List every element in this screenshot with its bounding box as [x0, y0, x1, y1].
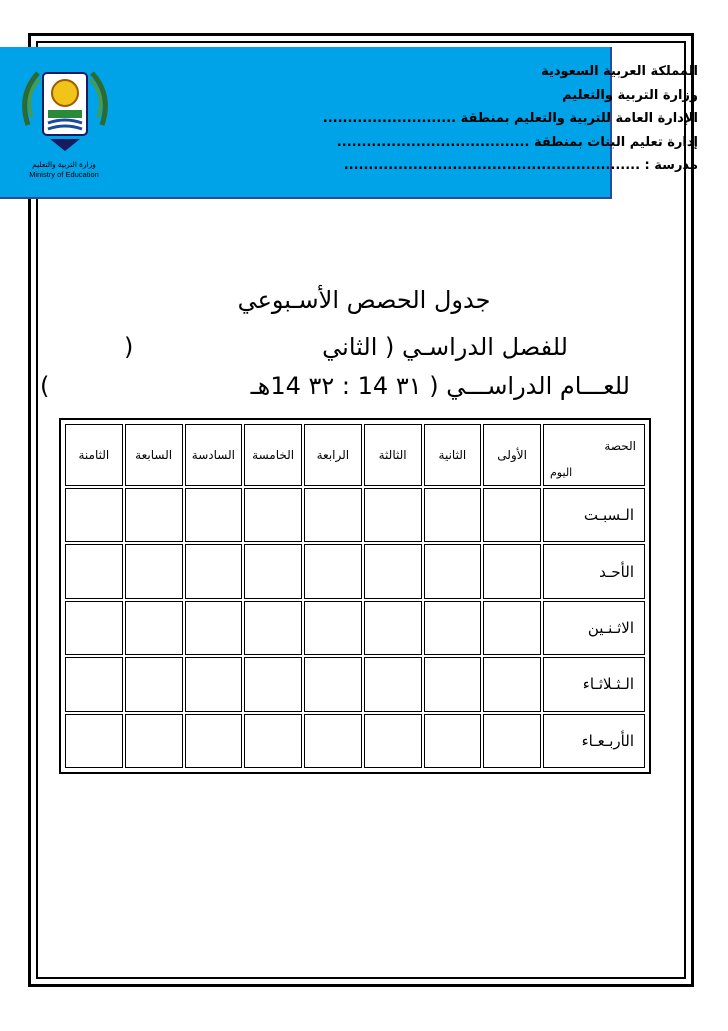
- period-header: الخامسة: [244, 424, 302, 486]
- logo-caption-english: Ministry of Education: [29, 170, 99, 179]
- day-cell: الأحـد: [543, 544, 645, 598]
- table-row: [65, 657, 645, 711]
- schedule-cell[interactable]: [364, 544, 422, 598]
- table-row: [65, 601, 645, 655]
- corner-cell: [543, 424, 645, 486]
- period-header: الثالثة: [364, 424, 422, 486]
- table-header-row: [65, 424, 645, 486]
- schedule-cell[interactable]: [244, 488, 302, 542]
- schedule-cell[interactable]: [364, 657, 422, 711]
- day-cell: الـثـلاثـاء: [543, 657, 645, 711]
- schedule-cell[interactable]: [125, 544, 183, 598]
- table-row: [65, 488, 645, 542]
- schedule-cell[interactable]: [483, 544, 541, 598]
- schedule-cell[interactable]: [185, 488, 243, 542]
- schedule-cell[interactable]: [304, 601, 362, 655]
- ministry-emblem-icon: [10, 55, 120, 165]
- schedule-cell[interactable]: [125, 657, 183, 711]
- schedule-cell[interactable]: [185, 544, 243, 598]
- schedule-table: [59, 418, 651, 774]
- period-header: السابعة: [125, 424, 183, 486]
- schedule-cell[interactable]: [424, 601, 482, 655]
- school-line: مدرسة : ............................................................: [343, 158, 698, 173]
- schedule-cell[interactable]: [424, 488, 482, 542]
- schedule-cell[interactable]: [65, 657, 123, 711]
- schedule-cell[interactable]: [185, 714, 243, 768]
- schedule-cell[interactable]: [483, 601, 541, 655]
- schedule-cell[interactable]: [125, 488, 183, 542]
- schedule-cell[interactable]: [304, 488, 362, 542]
- schedule-cell[interactable]: [483, 714, 541, 768]
- girls-admin-line: إدارة تعليم البنات بمنطقة .......................................: [336, 134, 698, 150]
- schedule-cell[interactable]: [424, 714, 482, 768]
- period-label: الحصة: [604, 439, 636, 453]
- table-row: [65, 714, 645, 768]
- schedule-cell[interactable]: [244, 601, 302, 655]
- page-title: جدول الحصص الأسـبوعي: [237, 286, 491, 314]
- schedule-cell[interactable]: [185, 601, 243, 655]
- table-row: [65, 544, 645, 598]
- semester-title: للفصل الدراسـي ( الثاني: [322, 333, 568, 361]
- schedule-cell[interactable]: [304, 714, 362, 768]
- schedule-cell[interactable]: [244, 714, 302, 768]
- year-title: للعـــام الدراســـي ( ٣١ 14 : ٣٢ 14هـ: [250, 372, 630, 400]
- schedule-cell[interactable]: [424, 544, 482, 598]
- year-close: ): [40, 372, 50, 400]
- schedule-cell[interactable]: [65, 714, 123, 768]
- day-cell: الـسبـت: [543, 488, 645, 542]
- schedule-cell[interactable]: [65, 601, 123, 655]
- schedule-cell[interactable]: [483, 488, 541, 542]
- period-header: الثانية: [424, 424, 482, 486]
- ministry-line: وزارة التربية والتعليم: [562, 87, 698, 103]
- semester-close: ): [124, 333, 134, 361]
- period-header: الرابعة: [304, 424, 362, 486]
- schedule-cell[interactable]: [185, 657, 243, 711]
- logo-caption: [8, 160, 120, 180]
- schedule-cell[interactable]: [304, 657, 362, 711]
- schedule-cell[interactable]: [424, 657, 482, 711]
- schedule-cell[interactable]: [364, 714, 422, 768]
- period-header: السادسة: [185, 424, 243, 486]
- schedule-cell[interactable]: [125, 601, 183, 655]
- schedule-cell[interactable]: [244, 657, 302, 711]
- day-label: اليوم: [550, 466, 573, 479]
- day-cell: الأربـعـاء: [543, 714, 645, 768]
- schedule-cell[interactable]: [364, 488, 422, 542]
- header-text: [228, 60, 698, 178]
- schedule-cell[interactable]: [65, 544, 123, 598]
- day-cell: الاثـنـين: [543, 601, 645, 655]
- period-header: الثامنة: [65, 424, 123, 486]
- schedule-cell[interactable]: [125, 714, 183, 768]
- schedule-cell[interactable]: [65, 488, 123, 542]
- schedule-cell[interactable]: [244, 544, 302, 598]
- general-admin-line: الإدارة العامة للتربية والتعليم بمنطقة ...........................: [322, 111, 698, 126]
- schedule-cell[interactable]: [364, 601, 422, 655]
- schedule-cell[interactable]: [304, 544, 362, 598]
- logo-caption-arabic: وزارة التربية والتعليم: [32, 160, 96, 169]
- kingdom-line: المملكة العربية السعودية: [541, 64, 698, 79]
- schedule-cell[interactable]: [483, 657, 541, 711]
- period-header: الأولى: [483, 424, 541, 486]
